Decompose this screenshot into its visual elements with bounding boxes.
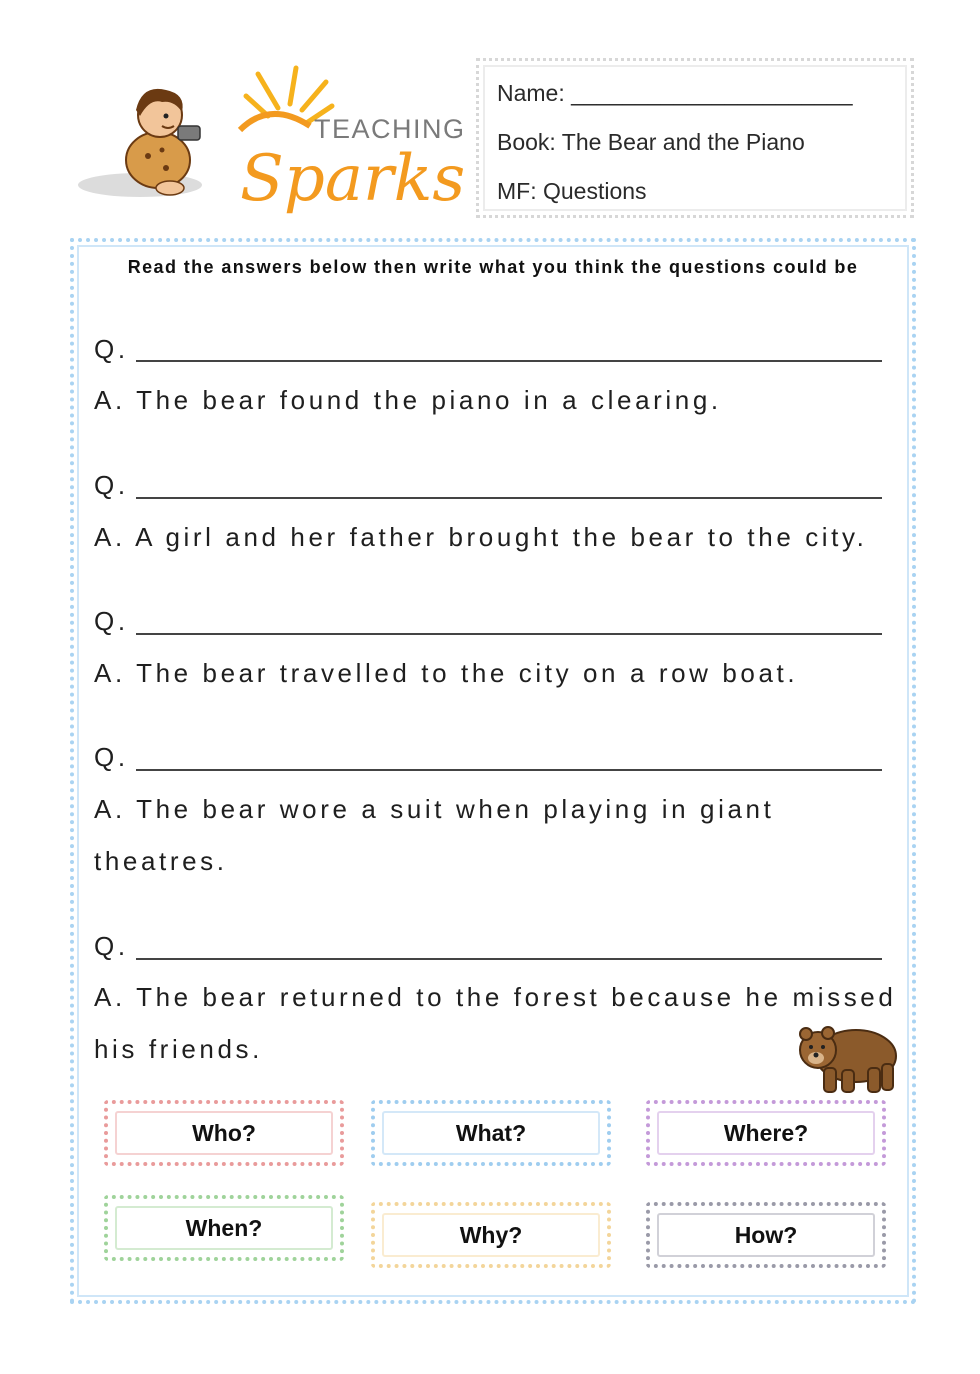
- mf-label: MF: Questions: [497, 178, 647, 204]
- question-answer-line-4[interactable]: [136, 769, 882, 771]
- question-answer-line-2[interactable]: [136, 497, 882, 499]
- book-title: Book: The Bear and the Piano: [497, 129, 805, 155]
- teaching-sparks-logo: [70, 60, 470, 220]
- answer-text-2: A. A girl and her father brought the bear to the city.: [94, 522, 868, 552]
- answer-text-5-line-1: A. The bear returned to the forest because he missed: [94, 982, 897, 1012]
- answer-text-4-line-1: A. The bear wore a suit when playing in giant: [94, 794, 775, 824]
- name-field[interactable]: Name: ______________________: [497, 80, 853, 106]
- student-info-box: [476, 58, 914, 218]
- question-label-1: Q.: [94, 334, 129, 364]
- question-label-2: Q.: [94, 470, 129, 500]
- chip-why: Why?: [371, 1202, 611, 1268]
- answer-text-1: A. The bear found the piano in a clearing.: [94, 385, 722, 415]
- chip-what: What?: [371, 1100, 611, 1166]
- worksheet-frame: [70, 238, 916, 1304]
- question-label-3: Q.: [94, 606, 129, 636]
- answer-text-3: A. The bear travelled to the city on a row boat.: [94, 658, 799, 688]
- brown-bear-icon: [794, 1018, 904, 1098]
- question-answer-line-5[interactable]: [136, 958, 882, 960]
- answer-text-4-line-2: theatres.: [94, 846, 228, 876]
- brand-line2: Sparks: [240, 142, 466, 216]
- chip-where: Where?: [646, 1100, 886, 1166]
- chip-when: When?: [104, 1195, 344, 1261]
- question-answer-line-3[interactable]: [136, 633, 882, 635]
- brand-line1: TEACHING: [314, 114, 466, 144]
- question-label-5: Q.: [94, 931, 129, 961]
- instruction-text: Read the answers below then write what you think the questions could be: [127, 257, 859, 277]
- chip-how: How?: [646, 1202, 886, 1268]
- answer-text-5-line-2: his friends.: [94, 1034, 263, 1064]
- question-label-4: Q.: [94, 742, 129, 772]
- question-answer-line-1[interactable]: [136, 360, 882, 362]
- logo-graphic: [70, 60, 470, 220]
- chip-who: Who?: [104, 1100, 344, 1166]
